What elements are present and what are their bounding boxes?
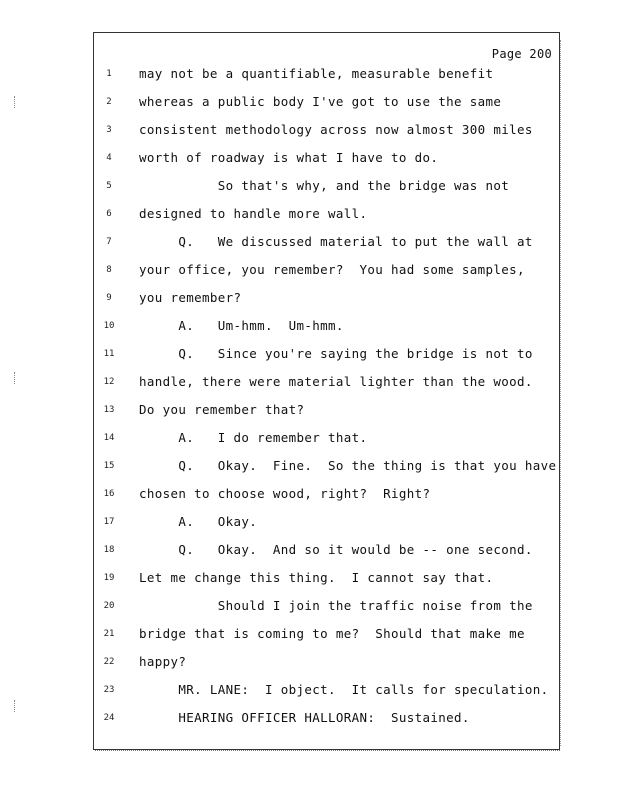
line-text: Q. Okay. And so it would be -- one second.: [139, 542, 533, 557]
line-number: 19: [103, 573, 115, 583]
transcript-line: [93, 626, 560, 646]
transcript-line: [93, 318, 560, 338]
line-number: 15: [103, 461, 115, 471]
transcript-line: [93, 66, 560, 86]
line-number: 11: [103, 349, 115, 359]
line-number: 9: [106, 293, 112, 303]
line-text: A. I do remember that.: [139, 430, 368, 445]
line-number: 21: [103, 629, 115, 639]
transcript-line: [93, 458, 560, 478]
line-text: HEARING OFFICER HALLORAN: Sustained.: [139, 710, 470, 725]
line-text: Q. Since you're saying the bridge is not to: [139, 346, 533, 361]
line-text: handle, there were material lighter than the wood.: [139, 374, 533, 389]
line-number: 18: [103, 545, 115, 555]
transcript-line: [93, 346, 560, 366]
line-number: 17: [103, 517, 115, 527]
line-text: consistent methodology across now almost 300 miles: [139, 122, 533, 137]
line-text: Do you remember that?: [139, 402, 305, 417]
right-dotted-border: [560, 40, 564, 746]
transcript-line: [93, 570, 560, 590]
line-number: 3: [106, 125, 112, 135]
line-text: Let me change this thing. I cannot say that.: [139, 570, 494, 585]
transcript-line: [93, 514, 560, 534]
transcript-line: [93, 542, 560, 562]
line-text: may not be a quantifiable, measurable benefit: [139, 66, 494, 81]
line-number: 4: [106, 153, 112, 163]
line-number: 7: [106, 237, 112, 247]
bottom-dotted-border: [95, 750, 560, 755]
line-number: 1: [106, 69, 112, 79]
line-number: 2: [106, 97, 112, 107]
transcript-line: [93, 206, 560, 226]
line-number: 22: [103, 657, 115, 667]
line-number: 6: [106, 209, 112, 219]
line-number: 23: [103, 685, 115, 695]
transcript-line: [93, 262, 560, 282]
line-number: 8: [106, 265, 112, 275]
line-text: Q. Okay. Fine. So the thing is that you have: [139, 458, 557, 473]
line-text: chosen to choose wood, right? Right?: [139, 486, 431, 501]
transcript-line: [93, 430, 560, 450]
transcript-line: [93, 150, 560, 170]
line-number: 16: [103, 489, 115, 499]
transcript-line: [93, 486, 560, 506]
transcript-line: [93, 122, 560, 142]
line-text: A. Okay.: [139, 514, 258, 529]
scan-mark: [14, 96, 18, 108]
line-number: 20: [103, 601, 115, 611]
line-text: A. Um-hmm. Um-hmm.: [139, 318, 344, 333]
line-number: 13: [103, 405, 115, 415]
line-number: 10: [103, 321, 115, 331]
page-number: Page 200: [491, 47, 552, 61]
line-number: 24: [103, 713, 115, 723]
transcript-line: [93, 402, 560, 422]
transcript-line: [93, 710, 560, 730]
line-text: your office, you remember? You had some samples,: [139, 262, 525, 277]
transcript-line: [93, 682, 560, 702]
line-number: 5: [106, 181, 112, 191]
line-text: bridge that is coming to me? Should that make me: [139, 626, 525, 641]
line-text: Should I join the traffic noise from the: [139, 598, 533, 613]
line-text: worth of roadway is what I have to do.: [139, 150, 439, 165]
transcript-line: [93, 178, 560, 198]
line-text: designed to handle more wall.: [139, 206, 368, 221]
line-text: you remember?: [139, 290, 242, 305]
line-text: Q. We discussed material to put the wall at: [139, 234, 533, 249]
scan-mark: [14, 700, 18, 712]
transcript-line: [93, 654, 560, 674]
line-text: MR. LANE: I object. It calls for speculation.: [139, 682, 549, 697]
line-text: So that's why, and the bridge was not: [139, 178, 510, 193]
line-number: 12: [103, 377, 115, 387]
line-text: whereas a public body I've got to use the same: [139, 94, 502, 109]
transcript-line: [93, 598, 560, 618]
line-number: 14: [103, 433, 115, 443]
transcript-line: [93, 94, 560, 114]
transcript-line: [93, 374, 560, 394]
transcript-line: [93, 234, 560, 254]
scan-mark: [14, 372, 18, 384]
transcript-line: [93, 290, 560, 310]
line-text: happy?: [139, 654, 187, 669]
